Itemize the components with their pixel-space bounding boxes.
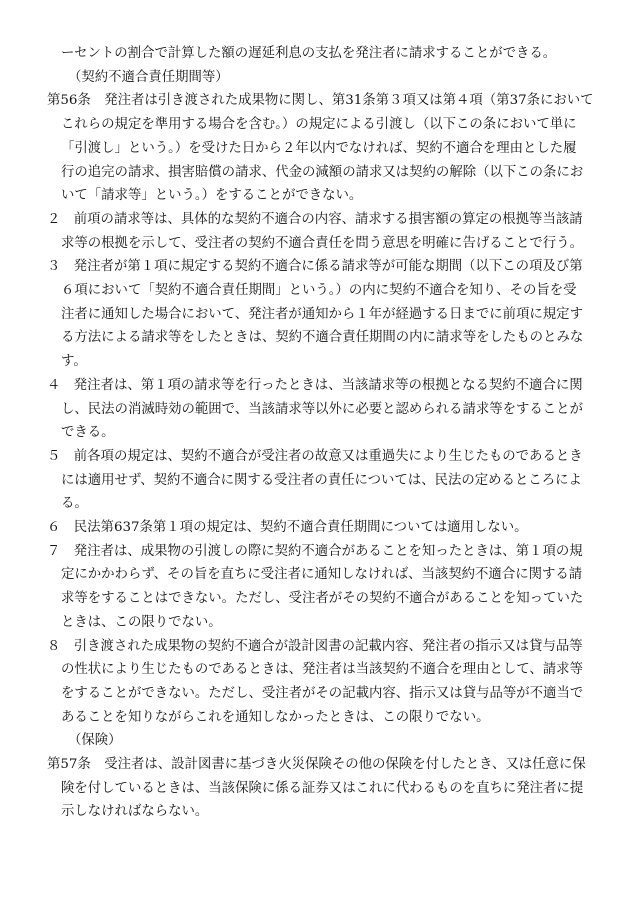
text-line: ときは、この限りでない。 xyxy=(61,614,222,630)
article-57-heading-line: 第57条 受注者は、設計図書に基づき火災保険その他の保険を付したとき、又は任意に保 xyxy=(47,757,586,772)
text-line: には適用せず、契約不適合に関する受注者の責任については、民法の定めるところによ xyxy=(61,472,582,488)
text-line: いて「請求等」という。）をすることができない。 xyxy=(61,188,363,204)
paragraph-3-line: ３ 発注者が第１項に規定する契約不適合に係る請求等が可能な期間（以下この項及び第 xyxy=(47,259,583,275)
section-heading: （契約不適合責任期間等） xyxy=(68,69,229,85)
text-line: し、民法の消滅時効の範囲で、当該請求等以外に必要と認められる請求等をすることが xyxy=(61,401,583,417)
paragraph-2-line: ２ 前項の請求等は、具体的な契約不適合の内容、請求する損害額の算定の根拠等当該請 xyxy=(47,211,583,227)
article-56-heading-line: 第56条 発注者は引き渡された成果物に関し、第31条第３項又は第４項（第37条において xyxy=(47,93,594,109)
paragraph-8-line: ８ 引き渡された成果物の契約不適合が設計図書の記載内容、発注者の指示又は貸与品等 xyxy=(47,638,583,654)
text-line: る。 xyxy=(61,496,88,512)
paragraph-6-line: ６ 民法第637条第１項の規定は、契約不適合責任期間については適用しない。 xyxy=(47,520,528,535)
text-line: 定にかかわらず、その旨を直ちに受注者に通知しなければ、当該契約不適合に関する請 xyxy=(61,567,583,583)
paragraph-7-line: ７ 発注者は、成果物の引渡しの際に契約不適合があることを知ったときは、第１項の規 xyxy=(47,543,583,559)
text-line: 注者に通知した場合において、発注者が通知から１年が経過する日までに前項に規定す xyxy=(61,306,583,322)
text-line: あることを知りながらこれを通知しなかったときは、この限りでない。 xyxy=(61,709,490,725)
text-line: これらの規定を準用する場合を含む。）の規定による引渡し（以下この条において単に xyxy=(61,117,577,133)
text-line: ６項において「契約不適合責任期間」という。）の内に契約不適合を知り、その旨を受 xyxy=(61,283,577,298)
text-line: 示しなければならない。 xyxy=(61,804,209,820)
paragraph-4-line: ４ 発注者は、第１項の請求等を行ったときは、当該請求等の根拠となる契約不適合に関 xyxy=(47,377,583,393)
text-line: 険を付しているときは、当該保険に係る証券又はこれに代わるものを直ちに発注者に提 xyxy=(61,780,584,796)
text-line: す。 xyxy=(61,354,87,370)
text-line: をすることができない。ただし、受注者がその記載内容、指示又は貸与品等が不適当で xyxy=(61,685,584,701)
text-line: の性状により生じたものであるときは、発注者は当該契約不適合を理由として、請求等 xyxy=(61,662,583,678)
text-line: 「引渡し」という。）を受けた日から２年以内でなければ、契約不適合を理由とした履 xyxy=(61,140,577,156)
text-line: ーセントの割合で計算した額の遅延利息の支払を発注者に請求することができる。 xyxy=(61,46,557,61)
text-line: 行の追完の請求、損害賠償の請求、代金の減額の請求又は契約の解除（以下この条にお xyxy=(61,164,584,180)
text-line: 求等をすることはできない。ただし、受注者がその契約不適合があることを知っていた xyxy=(61,591,584,607)
text-line: る方法による請求等をしたときは、契約不適合責任期間の内に請求等をしたものとみな xyxy=(61,330,584,346)
section-heading: （保険） xyxy=(68,733,122,749)
text-line: 求等の根拠を示して、受注者の契約不適合責任を問う意思を明確に告げることで行う。 xyxy=(61,235,583,251)
text-line: できる。 xyxy=(61,425,115,441)
paragraph-5-line: ５ 前各項の規定は、契約不適合が受注者の故意又は重過失により生じたものであるとき xyxy=(47,448,583,464)
